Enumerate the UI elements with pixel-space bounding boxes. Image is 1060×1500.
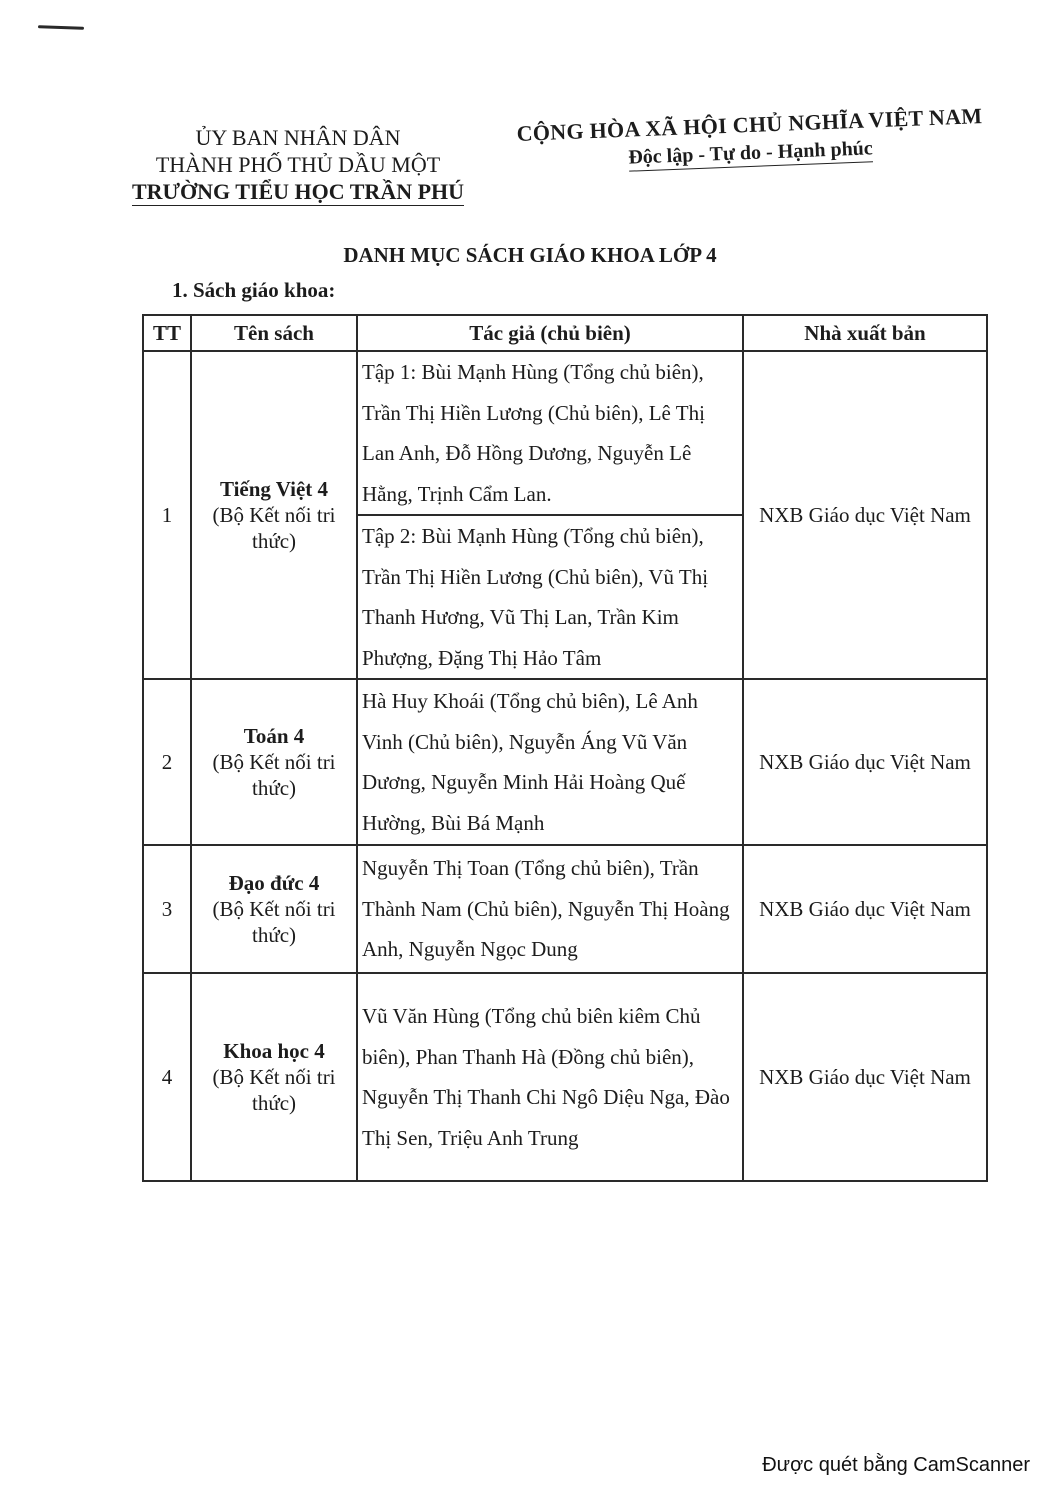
book-name-cell bbox=[191, 845, 357, 973]
issuing-authority bbox=[108, 124, 488, 205]
authors-volume-1: Tập 1: Bùi Mạnh Hùng (Tổng chủ biên), Trần Thị Hiền Lương (Chủ biên), Lê Thị Lan Anh, Đỗ Hồng Dương, Nguyễn Lê Hằng, Trịnh Cẩm Lan. bbox=[358, 352, 742, 516]
authority-line-2: THÀNH PHỐ THỦ DẦU MỘT bbox=[155, 152, 441, 177]
scanner-watermark: Được quét bằng CamScanner bbox=[762, 1454, 1030, 1476]
header-book-name: Tên sách bbox=[191, 315, 357, 351]
authors-volume-2: Tập 2: Bùi Mạnh Hùng (Tổng chủ biên), Trần Thị Hiền Lương (Chủ biên), Vũ Thị Thanh Hương, Vũ Thị Lan, Trần Kim Phượng, Đặng Thị Hảo Tâm bbox=[362, 524, 709, 670]
row-number: 3 bbox=[143, 845, 191, 973]
book-title: Toán 4 bbox=[243, 724, 305, 748]
publisher-cell: NXB Giáo dục Việt Nam bbox=[743, 845, 987, 973]
textbook-table bbox=[142, 314, 988, 1182]
nation-name: CỘNG HÒA XÃ HỘI CHỦ NGHĨA VIỆT NAM bbox=[516, 103, 983, 146]
book-series: (Bộ Kết nối tri thức) bbox=[212, 750, 336, 800]
book-title: Tiếng Việt 4 bbox=[219, 477, 329, 501]
header-publisher: Nhà xuất bản bbox=[743, 315, 987, 351]
book-name-cell bbox=[191, 679, 357, 845]
table-header-row bbox=[143, 315, 987, 351]
row-number: 1 bbox=[143, 351, 191, 679]
table-row bbox=[143, 973, 987, 1181]
document-title: DANH MỤC SÁCH GIÁO KHOA LỚP 4 bbox=[343, 243, 717, 267]
publisher-cell: NXB Giáo dục Việt Nam bbox=[743, 973, 987, 1181]
book-name-cell bbox=[191, 351, 357, 679]
row-number: 4 bbox=[143, 973, 191, 1181]
authors-cell bbox=[357, 351, 743, 679]
book-series: (Bộ Kết nối tri thức) bbox=[212, 1065, 336, 1115]
authors-cell: Nguyễn Thị Toan (Tổng chủ biên), Trần Thành Nam (Chủ biên), Nguyễn Thị Hoàng Anh, Nguyễn Ngọc Dung bbox=[357, 845, 743, 973]
header-authors: Tác giả (chủ biên) bbox=[357, 315, 743, 351]
book-series: (Bộ Kết nối tri thức) bbox=[212, 897, 336, 947]
table-row bbox=[143, 679, 987, 845]
row-number: 2 bbox=[143, 679, 191, 845]
publisher-cell: NXB Giáo dục Việt Nam bbox=[743, 351, 987, 679]
book-title: Đạo đức 4 bbox=[228, 871, 320, 895]
school-name: TRƯỜNG TIỂU HỌC TRẦN PHÚ bbox=[131, 179, 465, 204]
authors-cell: Vũ Văn Hùng (Tổng chủ biên kiêm Chủ biên), Phan Thanh Hà (Đồng chủ biên), Nguyễn Thị Thanh Chi Ngô Diệu Nga, Đào Thị Sen, Triệu Anh Trung bbox=[357, 973, 743, 1181]
national-header bbox=[499, 102, 1001, 174]
table-row bbox=[143, 845, 987, 973]
book-title: Khoa học 4 bbox=[223, 1039, 325, 1063]
national-motto: Độc lập - Tự do - Hạnh phúc bbox=[500, 132, 1001, 174]
authority-line-1: ỦY BAN NHÂN DÂN bbox=[195, 125, 401, 150]
book-name-cell bbox=[191, 973, 357, 1181]
scan-mark bbox=[38, 25, 84, 30]
book-series: (Bộ Kết nối tri thức) bbox=[212, 503, 336, 553]
publisher-cell: NXB Giáo dục Việt Nam bbox=[743, 679, 987, 845]
header-tt: TT bbox=[143, 315, 191, 351]
authors-cell: Hà Huy Khoái (Tổng chủ biên), Lê Anh Vinh (Chủ biên), Nguyễn Áng Vũ Văn Dương, Nguyễn Minh Hải Hoàng Quế Hường, Bùi Bá Mạnh bbox=[357, 679, 743, 845]
table-row bbox=[143, 351, 987, 679]
section-heading: 1. Sách giáo khoa: bbox=[172, 278, 336, 302]
